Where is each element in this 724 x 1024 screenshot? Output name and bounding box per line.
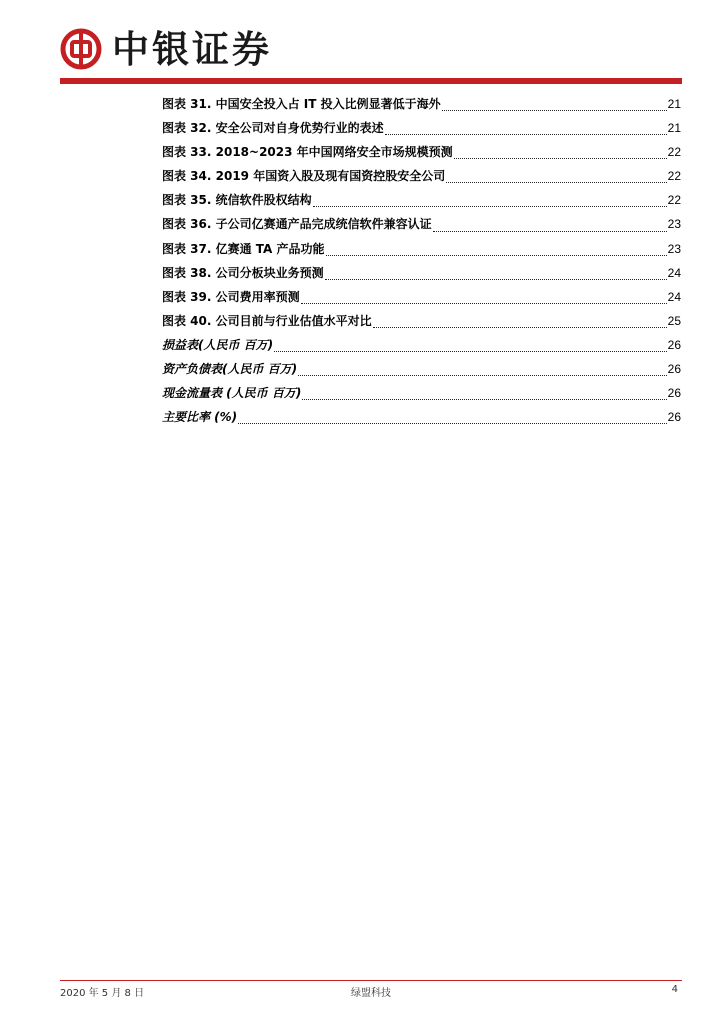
page-footer [60, 984, 682, 1000]
footer-company: 绿盟科技 [351, 988, 391, 999]
toc-leader-dots [302, 398, 666, 400]
toc-title: 图表 31. 中国安全投入占 IT 投入比例显著低于海外 [162, 97, 441, 111]
toc-row[interactable] [162, 264, 681, 288]
toc-page: 22 [667, 193, 681, 208]
toc-page: 22 [667, 145, 681, 160]
toc-page: 23 [667, 241, 681, 256]
toc-row[interactable] [162, 312, 681, 336]
toc-title: 图表 36. 子公司亿赛通产品完成统信软件兼容认证 [162, 217, 432, 232]
toc-leader-dots [313, 205, 667, 207]
toc-leader-dots [301, 302, 667, 304]
toc-leader-dots [442, 109, 667, 111]
toc-page: 21 [667, 97, 681, 111]
toc-title: 图表 38. 公司分板块业务预测 [162, 265, 324, 280]
toc-leader-dots [433, 230, 667, 232]
toc-row[interactable] [162, 143, 681, 167]
toc-page: 21 [667, 121, 681, 136]
toc-leader-dots [298, 374, 666, 376]
bank-of-china-logo-icon [60, 28, 102, 70]
toc-title: 主要比率 (%) [162, 410, 238, 425]
toc-row[interactable] [162, 167, 681, 191]
toc-page: 24 [667, 289, 681, 304]
toc-title: 图表 34. 2019 年国资入股及现有国资控股安全公司 [162, 169, 446, 184]
toc-title: 图表 37. 亿赛通 TA 产品功能 [162, 241, 325, 256]
toc-title: 图表 33. 2018~2023 年中国网络安全市场规模预测 [162, 145, 453, 160]
toc-page: 26 [667, 337, 681, 352]
toc-leader-dots [446, 181, 666, 183]
toc-page: 23 [667, 217, 681, 232]
toc-row[interactable] [162, 336, 681, 360]
toc-title: 现金流量表 (人民币 百万) [162, 386, 302, 401]
toc-leader-dots [274, 350, 666, 352]
toc-page: 26 [667, 386, 681, 401]
toc-row[interactable] [162, 191, 681, 215]
footer-rule [60, 980, 682, 981]
toc-row[interactable] [162, 384, 681, 408]
toc-leader-dots [373, 326, 667, 328]
table-of-figures [162, 95, 681, 432]
toc-title: 图表 39. 公司费用率预测 [162, 289, 300, 304]
toc-title: 图表 40. 公司目前与行业估值水平对比 [162, 313, 372, 328]
toc-row[interactable] [162, 240, 681, 264]
toc-title: 损益表(人民币 百万) [162, 337, 274, 352]
toc-row[interactable] [162, 360, 681, 384]
toc-page: 26 [667, 362, 681, 377]
toc-leader-dots [385, 133, 667, 135]
toc-page: 26 [667, 410, 681, 425]
toc-row[interactable] [162, 95, 681, 119]
toc-row[interactable] [162, 119, 681, 143]
report-header [60, 28, 682, 72]
toc-page: 24 [667, 265, 681, 280]
toc-leader-dots [326, 254, 667, 256]
toc-page: 25 [667, 313, 681, 328]
toc-row[interactable] [162, 288, 681, 312]
toc-title: 图表 32. 安全公司对自身优势行业的表述 [162, 121, 384, 136]
toc-leader-dots [238, 422, 666, 424]
footer-date: 2020 年 5 月 8 日 [60, 988, 145, 999]
toc-row[interactable] [162, 215, 681, 239]
toc-title: 图表 35. 统信软件股权结构 [162, 193, 312, 208]
header-rule [60, 78, 682, 84]
toc-leader-dots [325, 278, 667, 280]
brand-name: 中银证券 [112, 27, 272, 71]
toc-page: 22 [667, 169, 681, 184]
toc-leader-dots [454, 157, 667, 159]
footer-page-number: 4 [671, 984, 678, 995]
toc-row[interactable] [162, 408, 681, 432]
toc-title: 资产负债表(人民币 百万) [162, 362, 298, 377]
